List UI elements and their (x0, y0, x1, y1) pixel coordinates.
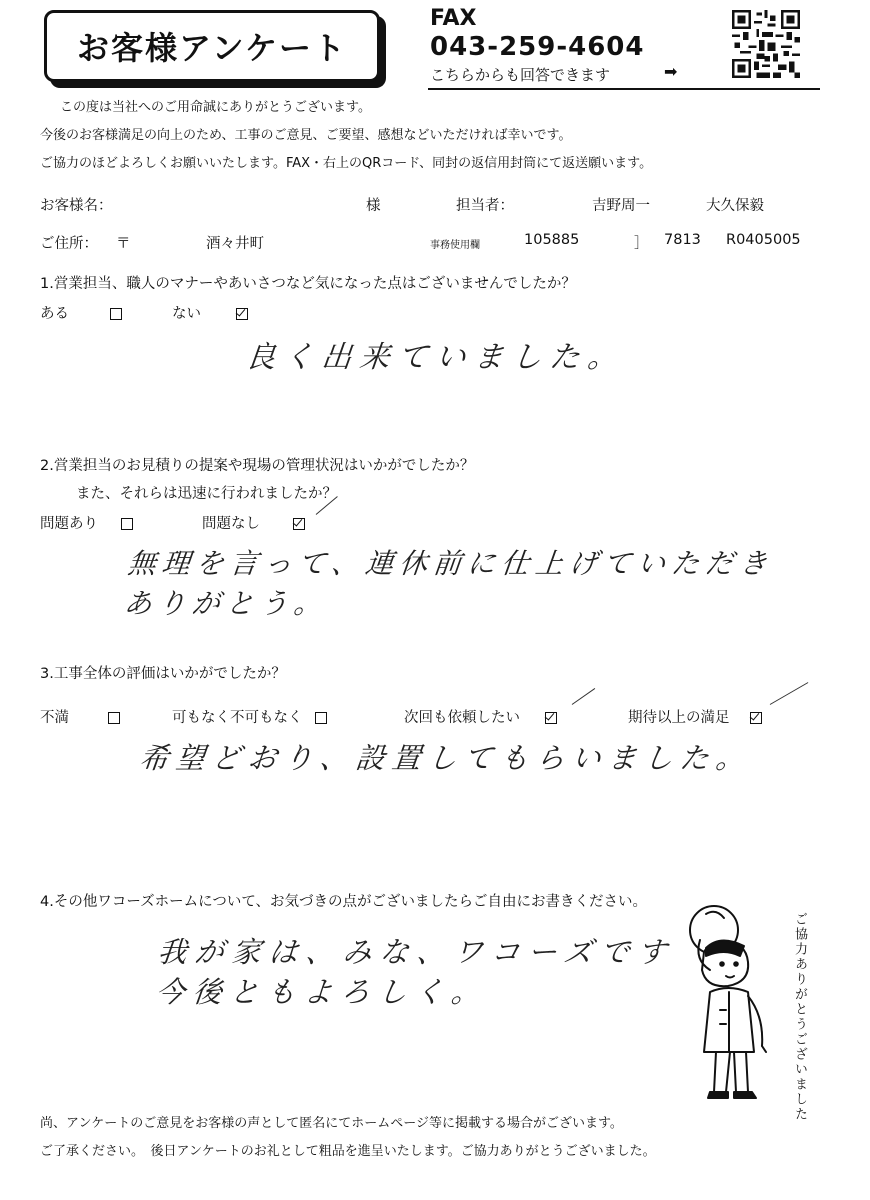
intro-line-3: ご協力のほどよろしくお願いいたします。FAX・右上のQRコード、同封の返信用封筒にて返送願います。 (40, 156, 653, 171)
address-value: 酒々井町 (206, 236, 264, 252)
q2-problem-checkbox[interactable] (121, 518, 133, 530)
q2-option-ok[interactable] (202, 512, 305, 533)
q3-option-exceeded-label: 期待以上の満足 (628, 710, 730, 726)
office-use-label: 事務使用欄 (430, 240, 480, 251)
mascot-worker-illustration (676, 900, 786, 1110)
q1-question: 1.営業担当、職人のマナーやあいさつなど気になった点はございませんでしたか？ (40, 276, 576, 292)
customer-name-label: お客様名： (40, 198, 113, 214)
staff-name-2: 大久保毅 (706, 198, 764, 214)
q3-question: 3.工事全体の評価はいかがでしたか？ (40, 666, 286, 682)
q2-ok-checkbox-checked[interactable] (293, 518, 305, 530)
qr-code-icon[interactable] (730, 10, 802, 78)
footer-line-1: 尚、アンケートのご意見をお客様の声として匿名にてホームページ等に掲載する場合がございます。 (40, 1116, 623, 1131)
fax-note: こちらからも回答できます (430, 66, 611, 84)
q3-dissatisfied-checkbox[interactable] (108, 712, 120, 724)
q1-option-no[interactable] (172, 302, 248, 323)
intro-line-1: この度は当社へのご用命誠にありがとうございます。 (60, 100, 371, 115)
survey-title-box (44, 10, 380, 82)
staff-name-1: 吉野周一 (592, 198, 650, 214)
q3-repeat-checkbox-checked[interactable] (545, 712, 557, 724)
q3-option-repeat-label: 次回も依頼したい (404, 710, 520, 726)
header-rule (428, 88, 820, 90)
arrow-right-icon: ➡ (664, 62, 678, 81)
survey-title: お客様アンケート (76, 29, 348, 67)
q3-neutral-checkbox[interactable] (315, 712, 327, 724)
postal-mark: 〒 (116, 236, 131, 252)
side-thanks-vertical: ご協力ありがとうございました (792, 912, 807, 1122)
q1-no-checkbox-checked[interactable] (236, 308, 248, 320)
q3-option-repeat[interactable] (404, 706, 557, 727)
fax-label: FAX (430, 6, 477, 31)
q3-option-dissatisfied[interactable] (40, 706, 120, 727)
q3-exceeded-checkbox-checked[interactable] (750, 712, 762, 724)
office-number-1: 105885 (524, 232, 580, 248)
q2-option-problem-label: 問題あり (40, 516, 98, 532)
q1-yes-checkbox[interactable] (110, 308, 122, 320)
q2-question-line-1: 2.営業担当のお見積りの提案や現場の管理状況はいかがでしたか？ (40, 458, 475, 474)
address-label: ご住所： (40, 236, 98, 252)
q2-option-ok-label: 問題なし (202, 516, 260, 532)
intro-line-2: 今後のお客様満足の向上のため、工事のご意見、ご要望、感想などいただければ幸いです。 (40, 128, 572, 143)
office-number-3: R0405005 (726, 232, 801, 248)
q3-option-neutral[interactable] (172, 706, 327, 727)
q1-option-yes-label: ある (40, 306, 69, 322)
q3-check-stroke-2 (770, 682, 809, 705)
q1-handwritten-answer: 良く出来ていました。 (243, 340, 628, 375)
fax-number: 043-259-4604 (430, 32, 645, 62)
q3-option-neutral-label: 可もなく不可もなく (172, 710, 303, 726)
q3-check-stroke-1 (572, 688, 596, 705)
q4-handwritten-answer-line-1: 我が家は、みな、ワコーズです (156, 935, 677, 969)
q4-handwritten-answer-line-2: 今後ともよろしく。 (154, 975, 491, 1009)
q2-question-line-2: また、それらは迅速に行われましたか？ (76, 486, 337, 502)
q2-handwritten-answer-line-2: ありがとう。 (122, 587, 330, 620)
q4-question: 4.その他ワコーズホームについて、お気づきの点がございましたらご自由にお書きください。 (40, 894, 648, 910)
honorific: 様 (366, 198, 381, 214)
q3-handwritten-answer: 希望どおり、設置してもらいました。 (138, 741, 754, 775)
q1-option-no-label: ない (172, 306, 201, 322)
q3-option-exceeded[interactable] (628, 706, 762, 727)
staff-label: 担当者： (456, 198, 514, 214)
q3-option-dissatisfied-label: 不満 (40, 710, 69, 726)
footer-line-2: ご了承ください。 後日アンケートのお礼として粗品を進呈いたします。ご協力ありがとうございました。 (40, 1144, 656, 1159)
q1-option-yes[interactable] (40, 302, 122, 323)
office-number-2: 7813 (664, 232, 701, 248)
q2-option-problem[interactable] (40, 512, 133, 533)
q2-handwritten-answer-line-1: 無理を言って、連休前に仕上げていただき (126, 547, 776, 580)
office-bracket: ］ (634, 236, 649, 252)
